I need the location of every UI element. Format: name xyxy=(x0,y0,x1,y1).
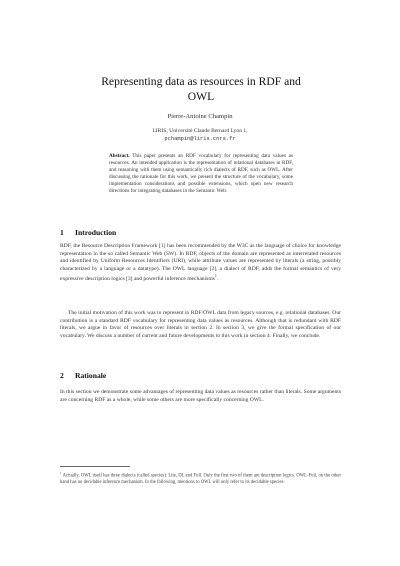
footnote-reference: 1 xyxy=(214,274,217,279)
intro-paragraph-2 xyxy=(60,310,341,340)
author-email: pchampin@liris.cnrs.fr xyxy=(164,135,236,142)
section-heading-introduction xyxy=(60,228,116,237)
paragraph-text: RDF, the Resource Description Framework [1] has been recommended by the W3C as the language of choice for knowledge representation in the so called Semantic Web (SW). In RDF, objects of the domain are represented as interrelated resources and identified by Uniform Resources Identifiers (URI), while attribute values are represented by literals (a string, possibly characterized by a language or a datatype). The OWL language [2], a dialect of RDF, adds the formal semantics of very expressive description logics [3] and powerful inference mechanisms xyxy=(60,243,341,283)
intro-paragraph-1: RDF, the Resource Description Framework [1] has been recommended by the W3C as the language of choice for knowledge representation in the so called Semantic Web (SW). In RDF, objects of the domain are represented as interrelated resources and identified by Uniform Resources Identifiers (URI), while attribute values are represented by literals (a string, possibly characterized by a language or a datatype). The OWL language [2], a dialect of RDF, adds the formal semantics of very expressive description logics [3] and powerful inference mechanisms$^1$. xyxy=(60,243,341,283)
footnote-mark: 1 xyxy=(60,471,62,475)
footnote-text: Actually, OWL itself has three dialects (called species): Lite, DL and Full. Only the first two of them are description logics. OWL-Full, on the other hand has no decidable inference mechanism. In the following, mentions to OWL will only refer to its decidable species. xyxy=(60,473,341,485)
section-title: Rationale xyxy=(75,371,107,380)
abstract xyxy=(109,153,293,196)
footnote-divider xyxy=(60,466,130,467)
footnote xyxy=(60,470,341,486)
section-number: 1 xyxy=(60,228,64,237)
abstract-label: Abstract. xyxy=(109,153,130,159)
affiliation-block xyxy=(0,128,400,143)
author-name: Pierre-Antoine Champin xyxy=(167,113,233,120)
section-heading-rationale xyxy=(60,371,106,380)
paragraph-text: The initial motivation of this work was to represent in RDF/OWL data from legacy sources, e.g. relational databases. Our contribution is a standard RDF vocabulary for representing data values as resources. Although that is redundant with RDF literals, we argue in favor of resources over literals in section 2. In section 3, we give the formal specification of our vocabulary. We discuss a number of current and future developments to this work in section 4. Finally, we conclude. xyxy=(60,310,341,339)
section-number: 2 xyxy=(60,371,64,380)
affiliation: LIRIS, Université Claude Bernard Lyon 1, xyxy=(152,128,248,134)
section-title: Introduction xyxy=(75,228,117,237)
rationale-paragraph-1 xyxy=(60,389,341,404)
paper-title: Representing data as resources in RDF and OWL xyxy=(101,75,301,103)
paragraph-text: In this section we demonstrate some advantages of representing data values as resources rather than literals. Some arguments are concerning RDF as a whole, while some others are more specifically concerning OWL. xyxy=(60,389,341,403)
abstract-text: This paper presents an RDF vocabulary for representing data values as resources. An intended application is the representation of relational databases in RDF, and reasoning with them using semantically rich dialects of RDF, such as OWL. After discussing the rationale for this work, we present the structure of the vocabulary, some implementation considerations and possible extensions, which open new research directions for integrating databases in the Semantic Web. xyxy=(109,153,293,195)
